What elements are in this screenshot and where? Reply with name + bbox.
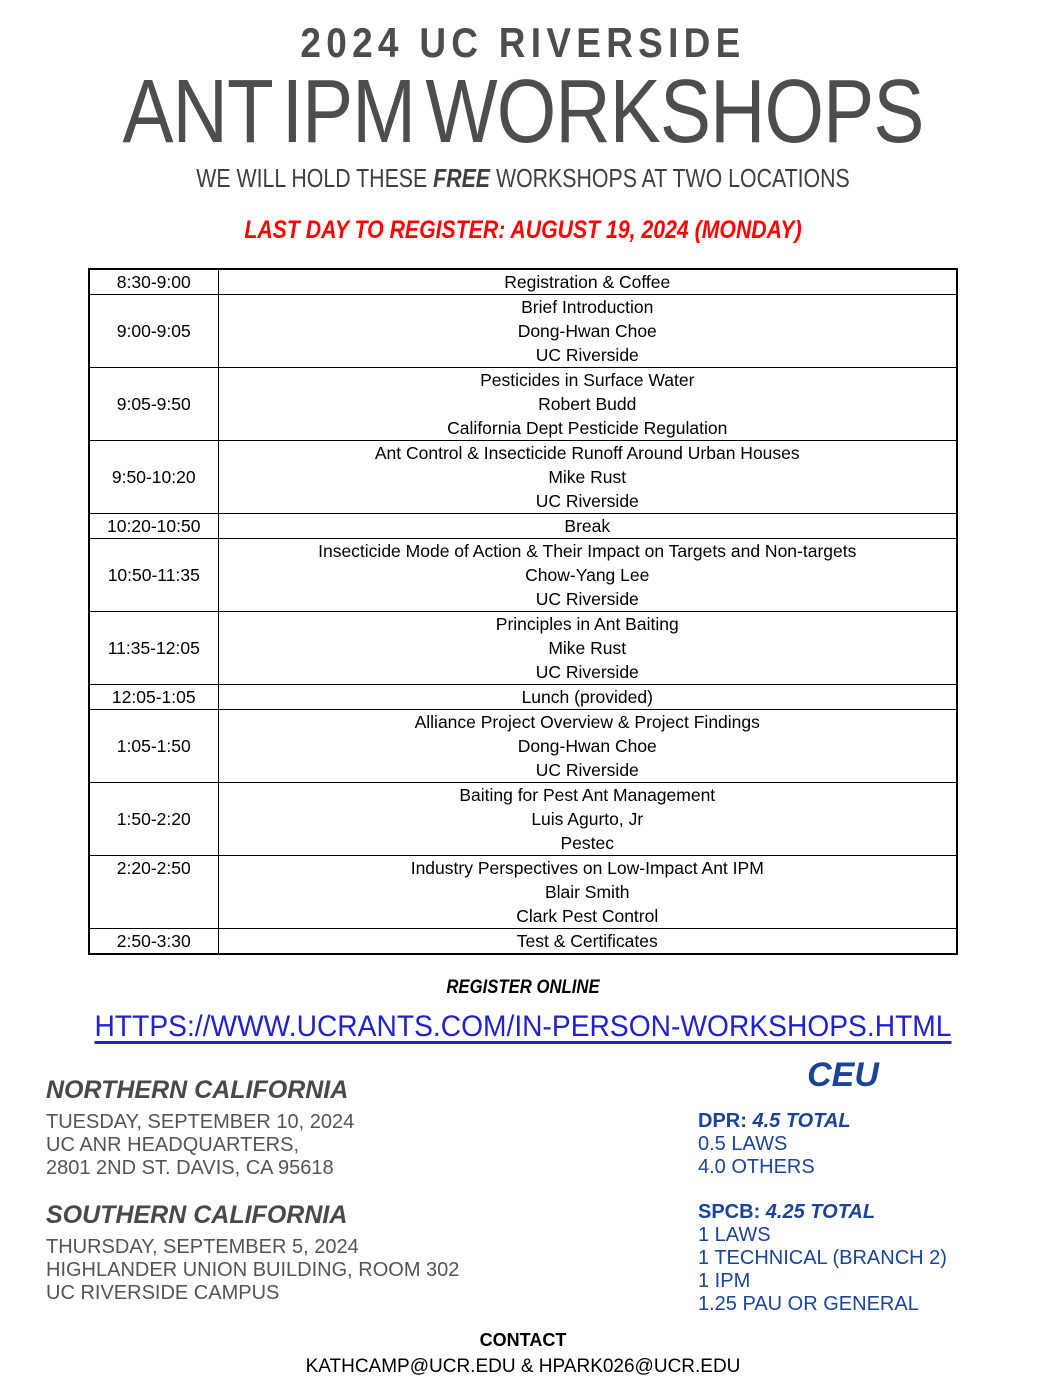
schedule-row (89, 295, 957, 368)
schedule-session-line: Lunch (provided) (521, 687, 653, 708)
bottom-columns (0, 1057, 1046, 1316)
subtitle-suffix: WORKSHOPS AT TWO LOCATIONS (490, 162, 850, 193)
schedule-time: 1:05-1:50 (89, 710, 218, 783)
southern-california-venue: HIGHLANDER UNION BUILDING, ROOM 302 (46, 1258, 460, 1281)
schedule-session-line: Insecticide Mode of Action & Their Impact on Targets and Non-targets (318, 541, 857, 562)
ceu-dpr-total: 4.5 TOTAL (752, 1110, 851, 1133)
ceu-spcb-block (698, 1201, 988, 1316)
schedule-session-line: Break (564, 516, 611, 537)
registration-deadline: LAST DAY TO REGISTER: AUGUST 19, 2024 (MONDAY) (244, 215, 802, 244)
schedule-time: 11:35-12:05 (89, 612, 218, 685)
schedule-row (89, 612, 957, 685)
flyer-year-title: 2024 UC RIVERSIDE (300, 19, 746, 66)
schedule-session (218, 783, 957, 856)
southern-california-address: UC RIVERSIDE CAMPUS (46, 1281, 280, 1304)
schedule-session-line: California Dept Pesticide Regulation (447, 418, 728, 439)
schedule-session-line: Luis Agurto, Jr (531, 809, 644, 830)
ceu-dpr-total-line: DPR: 4.5 TOTAL (698, 1110, 851, 1133)
registration-link[interactable]: HTTPS://WWW.UCRANTS.COM/IN-PERSON-WORKSHOPS.HTML (94, 1010, 952, 1044)
schedule-session-line: Principles in Ant Baiting (495, 614, 679, 635)
flyer-subtitle (94, 164, 952, 194)
northern-california-date: TUESDAY, SEPTEMBER 10, 2024 (46, 1110, 355, 1133)
subtitle-prefix: WE WILL HOLD THESE (196, 162, 434, 193)
ceu-spcb-ipm: 1 IPM (698, 1270, 751, 1293)
schedule-session (218, 685, 957, 710)
schedule-session-line: Baiting for Pest Ant Management (459, 785, 716, 806)
schedule-session-line: Mike Rust (548, 638, 627, 659)
schedule-session-line: Pesticides in Surface Water (480, 370, 695, 391)
schedule-row (89, 856, 957, 929)
ceu-heading: CEU (807, 1055, 879, 1094)
schedule-session (218, 441, 957, 514)
ceu-spcb-total-line: SPCB: 4.25 TOTAL (698, 1201, 876, 1224)
schedule-session-line: Test & Certificates (516, 931, 658, 952)
schedule-session (218, 368, 957, 441)
ceu-dpr-label: DPR (698, 1110, 741, 1133)
schedule-time: 10:50-11:35 (89, 539, 218, 612)
northern-california-address: 2801 2ND ST. DAVIS, CA 95618 (46, 1156, 334, 1179)
southern-california-heading: SOUTHERN CALIFORNIA (46, 1200, 348, 1229)
schedule-session (218, 514, 957, 539)
schedule-time: 2:50-3:30 (89, 929, 218, 955)
ceu-spcb-pau: 1.25 PAU OR GENERAL (698, 1293, 919, 1316)
schedule-session (218, 929, 957, 955)
schedule-session-line: Mike Rust (548, 467, 627, 488)
ceu-spcb-label: SPCB (698, 1201, 754, 1224)
schedule-session (218, 539, 957, 612)
contact-heading: CONTACT (479, 1330, 567, 1351)
schedule-session-line: Pestec (560, 833, 614, 854)
schedule-session (218, 612, 957, 685)
schedule-row (89, 514, 957, 539)
northern-california-heading: NORTHERN CALIFORNIA (46, 1075, 349, 1104)
schedule-row (89, 685, 957, 710)
ceu-spcb-laws: 1 LAWS (698, 1224, 771, 1247)
southern-california-date: THURSDAY, SEPTEMBER 5, 2024 (46, 1235, 359, 1258)
schedule-time: 12:05-1:05 (89, 685, 218, 710)
schedule-time: 8:30-9:00 (89, 269, 218, 295)
schedule-session-line: Clark Pest Control (516, 906, 659, 927)
schedule-row (89, 710, 957, 783)
schedule-time: 2:20-2:50 (89, 856, 218, 929)
schedule-row (89, 783, 957, 856)
schedule-session-line: Chow-Yang Lee (525, 565, 650, 586)
schedule-session (218, 710, 957, 783)
schedule-session-line: UC Riverside (535, 589, 639, 610)
southern-california-block (46, 1200, 459, 1305)
northern-california-venue: UC ANR HEADQUARTERS, (46, 1133, 300, 1156)
northern-california-block (46, 1075, 459, 1180)
schedule-row (89, 929, 957, 955)
schedule-row (89, 441, 957, 514)
flyer-main-title: ANT IPM WORKSHOPS (122, 62, 924, 163)
schedule-time: 1:50-2:20 (89, 783, 218, 856)
schedule-session-line: Blair Smith (544, 882, 630, 903)
schedule-session-line: Alliance Project Overview & Project Findings (414, 712, 760, 733)
schedule-table (88, 268, 958, 955)
ceu-dpr-block (698, 1110, 988, 1179)
schedule-session-line: UC Riverside (535, 345, 639, 366)
schedule-session (218, 295, 957, 368)
schedule-session-line: Dong-Hwan Choe (517, 321, 657, 342)
schedule-session-line: Dong-Hwan Choe (517, 736, 657, 757)
schedule-session (218, 269, 957, 295)
schedule-session-line: Brief Introduction (521, 297, 654, 318)
schedule-session-line: Registration & Coffee (504, 272, 671, 293)
schedule-row (89, 539, 957, 612)
schedule-time: 9:05-9:50 (89, 368, 218, 441)
schedule-session-line: UC Riverside (535, 760, 639, 781)
schedule-row (89, 269, 957, 295)
contact-emails: KATHCAMP@UCR.EDU & HPARK026@UCR.EDU (305, 1355, 741, 1377)
schedule-session-line: Industry Perspectives on Low-Impact Ant IPM (410, 858, 764, 879)
schedule-session-line: UC Riverside (535, 662, 639, 683)
schedule-time: 9:00-9:05 (89, 295, 218, 368)
schedule-session-line: UC Riverside (535, 491, 639, 512)
ceu-dpr-laws: 0.5 LAWS (698, 1133, 788, 1156)
ceu-column (698, 1057, 988, 1316)
ceu-spcb-total: 4.25 TOTAL (765, 1201, 876, 1224)
schedule-time: 10:20-10:50 (89, 514, 218, 539)
register-online-heading: REGISTER ONLINE (446, 977, 600, 999)
schedule-session (218, 856, 957, 929)
subtitle-free-emphasis: FREE (433, 162, 491, 193)
locations-column (46, 1057, 459, 1316)
schedule-time: 9:50-10:20 (89, 441, 218, 514)
schedule-row (89, 368, 957, 441)
ceu-spcb-technical: 1 TECHNICAL (BRANCH 2) (698, 1247, 947, 1270)
ceu-dpr-others: 4.0 OTHERS (698, 1156, 815, 1179)
schedule-session-line: Ant Control & Insecticide Runoff Around Urban Houses (374, 443, 800, 464)
schedule-session-line: Robert Budd (538, 394, 637, 415)
